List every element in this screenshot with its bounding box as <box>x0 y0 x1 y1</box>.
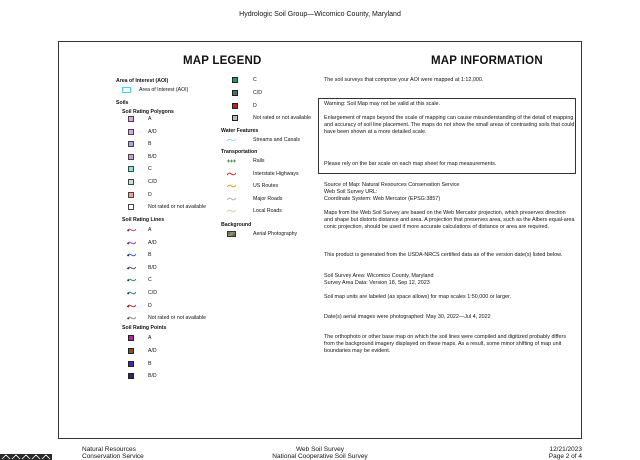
info-coordinate: Coordinate System: Web Mercator (EPSG:3857) <box>324 196 441 202</box>
info-source: Source of Map: Natural Resources Conservation Service <box>324 182 460 188</box>
transport-label-us-routes: US Routes <box>253 183 279 190</box>
transport-label-major-roads: Major Roads <box>253 195 283 202</box>
polygon-swatch-b <box>128 141 134 147</box>
info-bar-scale: Please rely on the bar scale on each map sheet for map measurements. <box>324 161 497 167</box>
line-symbol-a-d <box>127 241 136 245</box>
usda-logo <box>0 453 54 460</box>
point-label-b-d: B/D <box>148 373 157 380</box>
polygon-label-b-d: B/D <box>148 153 157 160</box>
point-label-b: B <box>148 360 152 367</box>
water-heading: Water Features <box>221 128 259 134</box>
info-warning: Warning: Soil Map may not be valid at this scale. <box>324 101 441 107</box>
line-label-b: B <box>148 252 152 259</box>
point-symbol-b-d <box>128 373 134 379</box>
lines-heading: Soil Rating Lines <box>122 217 165 223</box>
info-heading: MAP INFORMATION <box>431 55 543 67</box>
info-survey-area: Soil Survey Area: Wicomico County, Maryland <box>324 273 434 279</box>
line-label-c: C <box>148 277 152 284</box>
line-symbol-a <box>127 228 136 232</box>
line-symbol-not-rated-or-not-available <box>127 316 136 320</box>
transport-symbol-rails <box>227 159 236 163</box>
transport-symbol-us-routes <box>227 184 236 188</box>
polygon-swatch-not-rated-or-not-available <box>128 204 134 210</box>
info-mercator: Maps from the Web Soil Survey are based on the Web Mercator projection, which preserves direction and shape but distorts distance and area. A projection that preserves area, such as the Albers equal-area conic projection, should be used if more accurate calculations of distance or area are required. <box>324 210 575 230</box>
info-scale: The soil surveys that comprise your AOI were mapped at 1:12,000. <box>324 77 484 83</box>
footer-agency <box>82 446 144 460</box>
polygon-swatch-c <box>128 166 134 172</box>
line-label-c-d: C/D <box>148 290 157 296</box>
info-units: Soil map units are labeled (as space allows) for map scales 1:50,000 or larger. <box>324 294 511 300</box>
line-symbol-b <box>127 253 136 257</box>
polygon-swatch-a <box>128 116 134 122</box>
line-symbol-b-d <box>127 266 136 270</box>
info-url: Web Soil Survey URL: <box>324 189 378 195</box>
polygon-label-d: D <box>148 191 152 198</box>
transport-label-interstate-highways: Interstate Highways <box>253 170 299 177</box>
line-symbol-c-d <box>127 291 136 295</box>
transport-label-rails: Rails <box>253 158 265 164</box>
polygon-swatch-d <box>128 192 134 198</box>
transport-symbol-major-roads <box>227 197 236 201</box>
background-heading: Background <box>221 222 252 228</box>
footer-right <box>549 446 582 460</box>
footer-ncss: National Cooperative Soil Survey <box>272 453 368 460</box>
footer-wss: Web Soil Survey <box>296 446 344 453</box>
point-label-a-d: A/D <box>148 347 157 354</box>
line-symbol-d <box>127 304 136 308</box>
point-label-d: D <box>253 102 257 109</box>
info-enlargement: Enlargement of maps beyond the scale of mapping can cause misunderstanding of the detail of mapping and accuracy of soil line placement. The maps do not show the small areas of contrasting soils that could have been shown at a more detailed scale. <box>324 115 575 135</box>
aoi-heading: Area of Interest (AOI) <box>116 78 169 84</box>
points-heading: Soil Rating Points <box>122 325 167 331</box>
line-label-not-rated-or-not-available: Not rated or not available <box>148 315 206 322</box>
transport-symbol-local-roads <box>227 209 236 213</box>
footer-center <box>220 446 420 460</box>
polygon-label-c-d: C/D <box>148 179 157 185</box>
polygon-swatch-a-d <box>128 129 134 135</box>
polygon-label-a-d: A/D <box>148 128 157 135</box>
polygon-swatch-c-d <box>128 179 134 185</box>
info-dates: Date(s) aerial images were photographed: May 30, 2022—Jul 4, 2022 <box>324 314 491 320</box>
info-product: This product is generated from the USDA-NRCS certified data as of the version date(s) listed below. <box>324 252 563 258</box>
point-label-c: C <box>253 77 257 83</box>
line-label-a: A <box>148 227 152 233</box>
footer-agency-line1: Natural Resources <box>82 446 136 453</box>
line-label-d: D <box>148 302 152 309</box>
transport-heading: Transportation <box>221 149 258 155</box>
aerial-swatch <box>227 231 236 237</box>
point-label-a: A <box>148 335 152 341</box>
polygons-heading: Soil Rating Polygons <box>122 109 174 115</box>
point-label-c-d: C/D <box>253 89 262 96</box>
soils-heading: Soils <box>116 100 129 106</box>
line-symbol-c <box>127 278 136 282</box>
legend-heading: MAP LEGEND <box>183 55 262 67</box>
aoi-label: Area of Interest (AOI) <box>139 87 189 93</box>
footer-agency-line2: Conservation Service <box>82 453 144 460</box>
point-symbol-not-rated-or-not-available <box>232 115 238 121</box>
point-symbol-a <box>128 335 134 341</box>
aerial-label: Aerial Photography <box>253 231 298 237</box>
page-title: Hydrologic Soil Group—Wicomico County, Maryland <box>239 11 401 18</box>
stream-symbol <box>227 138 236 142</box>
line-label-b-d: B/D <box>148 264 157 271</box>
transport-symbol-interstate-highways <box>227 172 236 176</box>
polygon-label-not-rated-or-not-available: Not rated or not available <box>148 204 206 211</box>
point-symbol-d <box>232 103 238 109</box>
footer-page: Page 2 of 4 <box>548 453 582 460</box>
polygon-label-a: A <box>148 116 152 122</box>
aoi-swatch <box>122 87 131 93</box>
info-survey-data: Survey Area Data: Version 18, Sep 12, 2023 <box>324 280 430 286</box>
info-ortho: The orthophoto or other base map on which the soil lines were compiled and digitized probably differs from the background imagery displayed on these maps. As a result, some minor shifting of map unit boundaries may be evident. <box>324 334 567 354</box>
point-symbol-c <box>232 77 238 83</box>
point-symbol-a-d <box>128 348 134 354</box>
polygon-label-b: B <box>148 141 152 148</box>
polygon-label-c: C <box>148 166 152 173</box>
point-symbol-c-d <box>232 90 238 96</box>
point-symbol-b <box>128 361 134 367</box>
streams-label: Streams and Canals <box>253 137 300 143</box>
transport-label-local-roads: Local Roads <box>253 208 282 215</box>
point-label-not-rated-or-not-available: Not rated or not available <box>253 115 311 122</box>
line-label-a-d: A/D <box>148 239 157 246</box>
polygon-swatch-b-d <box>128 154 134 160</box>
footer-date: 12/21/2023 <box>549 446 582 453</box>
